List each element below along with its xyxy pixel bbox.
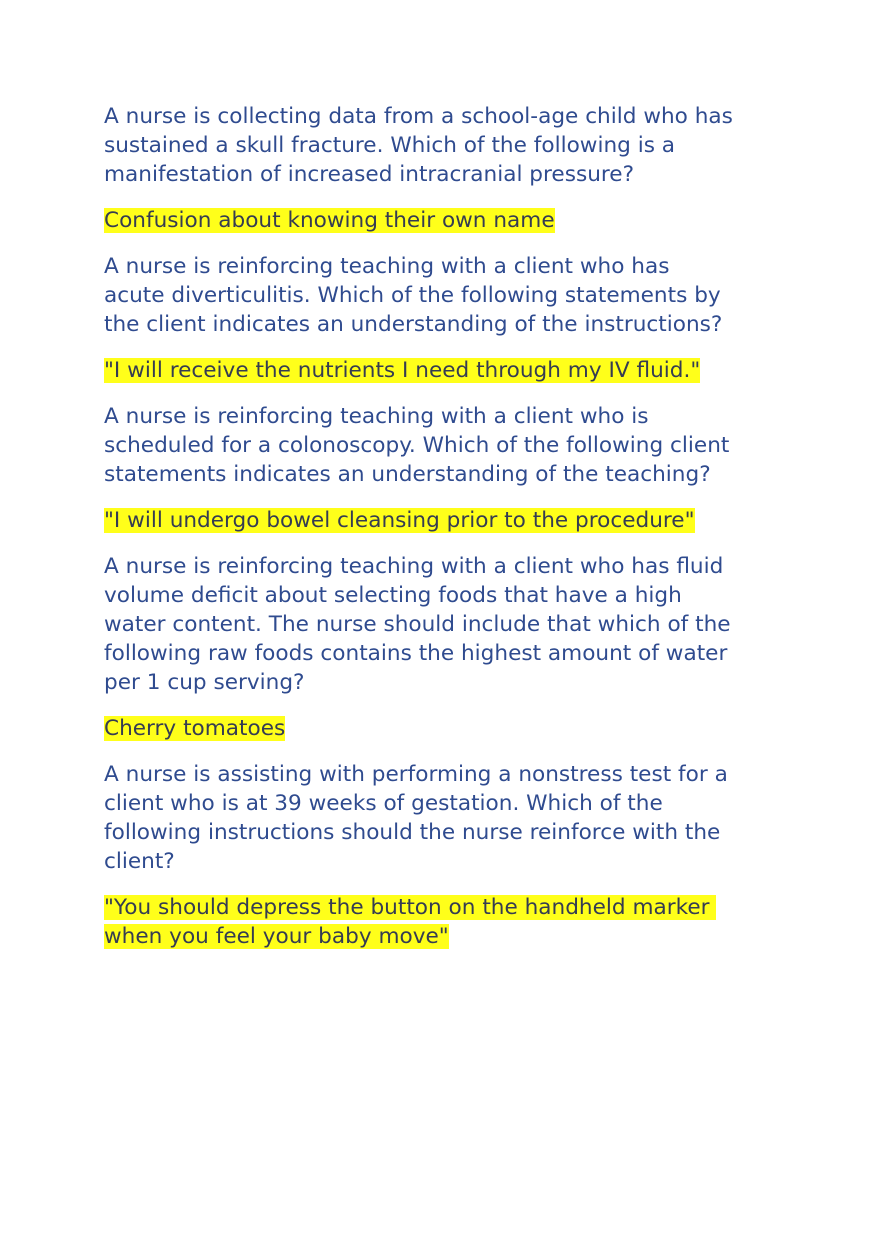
text-line [104, 281, 804, 310]
highlighted-answer [104, 714, 804, 743]
text-line [104, 310, 804, 339]
highlighted-answer [104, 506, 804, 535]
text-line [104, 581, 804, 610]
line-text: Confusion about knowing their own name [104, 208, 555, 233]
text-line [104, 789, 804, 818]
text-line [104, 102, 804, 131]
text-line [104, 402, 804, 431]
text-line [104, 610, 804, 639]
line-text: volume deficit about selecting foods that have a high [104, 583, 682, 608]
question-paragraph [104, 760, 804, 876]
line-text: "You should depress the button on the handheld marker [104, 895, 717, 920]
text-line [104, 760, 804, 789]
line-text: A nurse is assisting with performing a nonstress test for a [104, 762, 728, 787]
line-text: client? [104, 849, 175, 874]
text-line [104, 893, 804, 922]
highlighted-answer [104, 893, 804, 951]
text-line [104, 922, 804, 951]
line-text: A nurse is reinforcing teaching with a client who has [104, 254, 670, 279]
line-text: A nurse is reinforcing teaching with a client who has fluid [104, 554, 724, 579]
text-line [104, 252, 804, 281]
text-line [104, 356, 804, 385]
line-text: water content. The nurse should include that which of the [104, 612, 731, 637]
text-line [104, 668, 804, 697]
text-line [104, 639, 804, 668]
line-text: when you feel your baby move" [104, 924, 449, 949]
text-line [104, 131, 804, 160]
text-line [104, 160, 804, 189]
text-line [104, 552, 804, 581]
line-text: acute diverticulitis. Which of the following statements by [104, 283, 721, 308]
question-paragraph [104, 252, 804, 339]
line-text: sustained a skull fracture. Which of the following is a [104, 133, 676, 158]
document-page [104, 102, 804, 968]
line-text: manifestation of increased intracranial pressure? [104, 162, 635, 187]
text-line [104, 818, 804, 847]
question-paragraph [104, 402, 804, 489]
line-text: "I will receive the nutrients I need through my IV fluid." [104, 358, 701, 383]
line-text: A nurse is reinforcing teaching with a client who is [104, 404, 649, 429]
line-text: statements indicates an understanding of the teaching? [104, 462, 711, 487]
line-text: following instructions should the nurse reinforce with the [104, 820, 721, 845]
line-text: client who is at 39 weeks of gestation. Which of the [104, 791, 663, 816]
line-text: following raw foods contains the highest amount of water [104, 641, 728, 666]
text-line [104, 847, 804, 876]
line-text: scheduled for a colonoscopy. Which of the following client [104, 433, 730, 458]
line-text: Cherry tomatoes [104, 716, 286, 741]
text-line [104, 714, 804, 743]
text-line [104, 460, 804, 489]
highlighted-answer [104, 206, 804, 235]
question-paragraph [104, 552, 804, 697]
line-text: A nurse is collecting data from a school-age child who has [104, 104, 733, 129]
line-text: the client indicates an understanding of the instructions? [104, 312, 723, 337]
text-line [104, 206, 804, 235]
line-text: "I will undergo bowel cleansing prior to the procedure" [104, 508, 695, 533]
text-line [104, 431, 804, 460]
line-text: per 1 cup serving? [104, 670, 305, 695]
highlighted-answer [104, 356, 804, 385]
question-paragraph [104, 102, 804, 189]
text-line [104, 506, 804, 535]
